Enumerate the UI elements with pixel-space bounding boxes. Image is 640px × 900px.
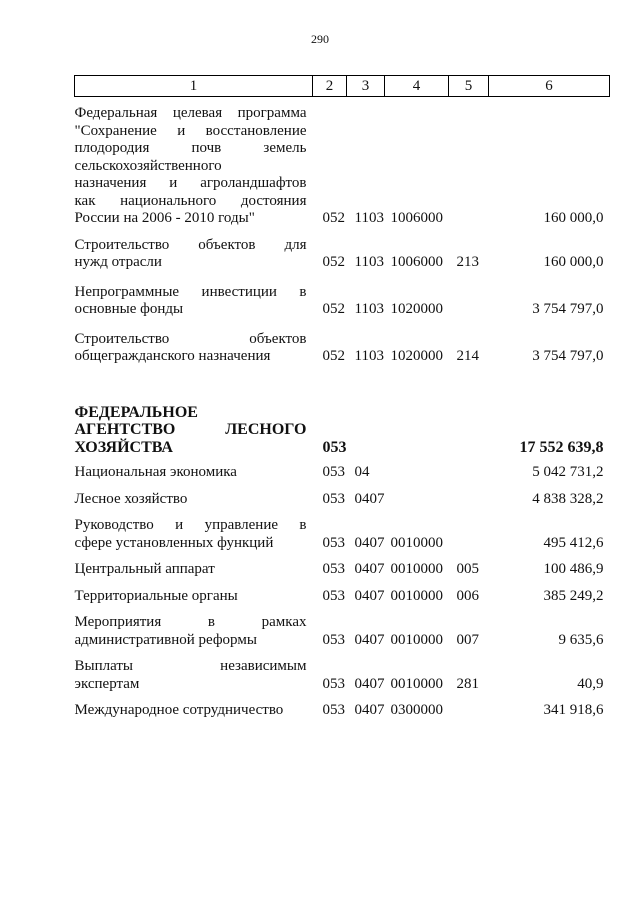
row-spacer: [75, 552, 610, 561]
row-vr-code: 214: [456, 348, 479, 364]
row-name: [75, 561, 313, 579]
row-name: [75, 588, 313, 606]
row-rz-code: 0407: [354, 490, 385, 507]
row-spacer-cell: [75, 272, 610, 284]
row-gr-code: 053: [322, 561, 345, 577]
row-name-line: сельскохозяйственного: [74, 157, 222, 174]
row-name: [75, 658, 313, 693]
row-cs-code: 1020000: [390, 301, 443, 317]
row-name-line: административной реформы: [74, 631, 257, 648]
row-gr-code: 053: [322, 464, 345, 480]
row-spacer-cell: [75, 97, 610, 106]
row-cs-code: 0010000: [390, 587, 443, 604]
row-name-line: нужд отрасли: [74, 254, 162, 270]
row-cs-code: 1006000: [390, 254, 443, 270]
row-name-line: как национального достояния: [74, 192, 307, 209]
column-header-cs: 4: [385, 76, 449, 97]
row-name: [75, 237, 313, 272]
row-vr-code: [449, 491, 489, 509]
row-spacer-cell: [75, 579, 610, 588]
row-name-line: основные фонды: [74, 301, 184, 317]
column-header-vr: 5: [449, 76, 489, 97]
row-sum: 495 412,6: [543, 534, 604, 551]
row-cs-code: 0010000: [390, 631, 443, 648]
row-spacer-cell: [75, 552, 610, 561]
row-name: [75, 284, 313, 319]
row-name-line: ФЕДЕРАЛЬНОЕ: [74, 403, 198, 421]
row-name: [75, 105, 313, 228]
budget-table: [74, 75, 610, 720]
table-row: [75, 491, 610, 509]
column-header-gr: 2: [313, 76, 347, 97]
header-row: [75, 76, 610, 97]
row-spacer-cell: [75, 319, 610, 331]
row-cs-code: 0010000: [390, 534, 443, 551]
column-header-sum: 6: [489, 76, 610, 97]
row-name: [75, 517, 313, 552]
row-name-line: Лесное хозяйство: [74, 490, 188, 507]
row-name-line: Непрограммные инвестиции в: [74, 283, 307, 300]
row-spacer-cell: [75, 366, 610, 404]
row-name-line: назначения и агроландшафтов: [74, 175, 307, 191]
row-vr-code: [449, 517, 489, 552]
row-sum: 9 635,6: [558, 631, 604, 648]
row-cs-code: [385, 464, 449, 482]
row-rz-code: 1103: [354, 348, 384, 364]
column-header-rz: 3: [347, 76, 385, 97]
row-name-line: Территориальные органы: [74, 587, 238, 604]
row-spacer: [75, 649, 610, 658]
row-name-line: Национальная экономика: [74, 464, 237, 480]
row-rz-code: 04: [354, 464, 370, 480]
table-row: [75, 658, 610, 693]
row-sum: 3 754 797,0: [532, 348, 604, 364]
row-rz-code: [347, 404, 385, 457]
row-cs-code: [385, 404, 449, 457]
row-name-line: "Сохранение и восстановление: [74, 122, 307, 139]
table-row: [75, 561, 610, 579]
row-name-line: экспертам: [74, 675, 140, 692]
row-vr-code: [449, 105, 489, 228]
row-name-line: АГЕНТСТВО ЛЕСНОГО: [74, 421, 307, 438]
row-name-line: ХОЗЯЙСТВА: [74, 438, 173, 456]
row-sum: 4 838 328,2: [532, 490, 604, 507]
row-cs-code: [385, 491, 449, 509]
row-sum: 100 486,9: [543, 561, 604, 577]
row-gr-code: 053: [322, 587, 345, 604]
row-name-line: Строительство объектов для: [74, 236, 307, 253]
row-spacer: [75, 97, 610, 106]
row-name-line: сфере установленных функций: [74, 534, 274, 551]
table-row: [75, 284, 610, 319]
row-spacer-cell: [75, 482, 610, 491]
row-rz-code: 0407: [354, 702, 385, 718]
row-spacer: [75, 272, 610, 284]
row-spacer-cell: [75, 508, 610, 517]
row-name-line: плодородия почв земель: [74, 140, 307, 156]
column-header-name: 1: [75, 76, 313, 97]
row-sum: 160 000,0: [543, 210, 604, 226]
row-spacer-cell: [75, 228, 610, 237]
table-row: [75, 464, 610, 482]
row-sum: 160 000,0: [543, 254, 604, 270]
row-name: [75, 331, 313, 366]
table-row: [75, 702, 610, 720]
row-gr-code: 052: [322, 210, 345, 226]
row-sum: 341 918,6: [543, 702, 604, 718]
table-row: [75, 105, 610, 228]
row-gr-code: 052: [322, 254, 345, 270]
row-name-line: Международное сотрудничество: [74, 702, 284, 718]
row-name: [75, 464, 313, 482]
row-vr-code: 005: [456, 561, 479, 577]
row-rz-code: 0407: [354, 587, 385, 604]
row-name-line: Центральный аппарат: [74, 561, 215, 577]
row-name-line: Руководство и управление в: [74, 517, 307, 533]
row-gr-code: 053: [322, 675, 345, 692]
row-cs-code: 0300000: [390, 702, 443, 718]
row-vr-code: [449, 284, 489, 319]
row-name-line: России на 2006 - 2010 годы": [74, 210, 255, 226]
row-spacer: [75, 228, 610, 237]
row-gr-code: 053: [322, 702, 345, 718]
row-name-line: Федеральная целевая программа: [74, 105, 307, 121]
row-gr-code: 052: [322, 301, 345, 317]
row-gr-code: 053: [322, 631, 345, 648]
row-spacer: [75, 366, 610, 404]
row-rz-code: 0407: [354, 561, 385, 577]
row-sum: 3 754 797,0: [532, 301, 604, 317]
row-vr-code: 006: [456, 587, 479, 604]
table-body: [75, 97, 610, 720]
row-vr-code: 281: [456, 675, 479, 692]
row-gr-code: 053: [322, 490, 345, 507]
table-row: [75, 517, 610, 552]
row-name-line: Мероприятия в рамках: [74, 614, 307, 630]
row-gr-code: 053: [322, 438, 347, 456]
row-spacer: [75, 693, 610, 702]
row-vr-code: 007: [456, 631, 479, 648]
row-spacer-cell: [75, 649, 610, 658]
row-spacer: [75, 579, 610, 588]
row-gr-code: 053: [322, 534, 345, 551]
row-vr-code: [449, 702, 489, 720]
row-sum: 17 552 639,8: [519, 438, 604, 456]
row-name: [75, 491, 313, 509]
table-row: [75, 331, 610, 366]
row-rz-code: 1103: [354, 210, 384, 226]
row-gr-code: 052: [322, 348, 345, 364]
row-rz-code: 1103: [354, 301, 384, 317]
row-spacer: [75, 508, 610, 517]
row-spacer: [75, 319, 610, 331]
row-spacer: [75, 605, 610, 614]
row-sum: 40,9: [577, 675, 604, 692]
row-cs-code: 0010000: [390, 675, 443, 692]
row-spacer: [75, 482, 610, 491]
row-spacer-cell: [75, 605, 610, 614]
row-name-line: Строительство объектов: [74, 330, 307, 347]
row-spacer-cell: [75, 693, 610, 702]
table-row: [75, 237, 610, 272]
row-cs-code: 1020000: [390, 348, 443, 364]
row-vr-code: [449, 404, 489, 457]
row-name: [75, 702, 313, 720]
row-rz-code: 0407: [354, 534, 385, 551]
row-spacer: [75, 456, 610, 464]
row-name: [75, 614, 313, 649]
table-row: [75, 614, 610, 649]
row-cs-code: 0010000: [390, 561, 443, 577]
row-cs-code: 1006000: [390, 210, 443, 226]
table-row: [75, 404, 610, 457]
table-header: [75, 76, 610, 97]
row-rz-code: 0407: [354, 675, 385, 692]
row-name-line: общегражданского назначения: [74, 348, 271, 364]
row-name: [75, 404, 313, 457]
row-name-line: Выплаты независимым: [74, 658, 307, 674]
row-vr-code: [449, 464, 489, 482]
row-sum: 5 042 731,2: [532, 464, 604, 480]
row-vr-code: 213: [456, 254, 479, 270]
row-sum: 385 249,2: [543, 587, 604, 604]
page-number: 290: [311, 32, 329, 46]
row-rz-code: 0407: [354, 631, 385, 648]
row-spacer-cell: [75, 456, 610, 464]
table-row: [75, 588, 610, 606]
row-rz-code: 1103: [354, 254, 384, 270]
